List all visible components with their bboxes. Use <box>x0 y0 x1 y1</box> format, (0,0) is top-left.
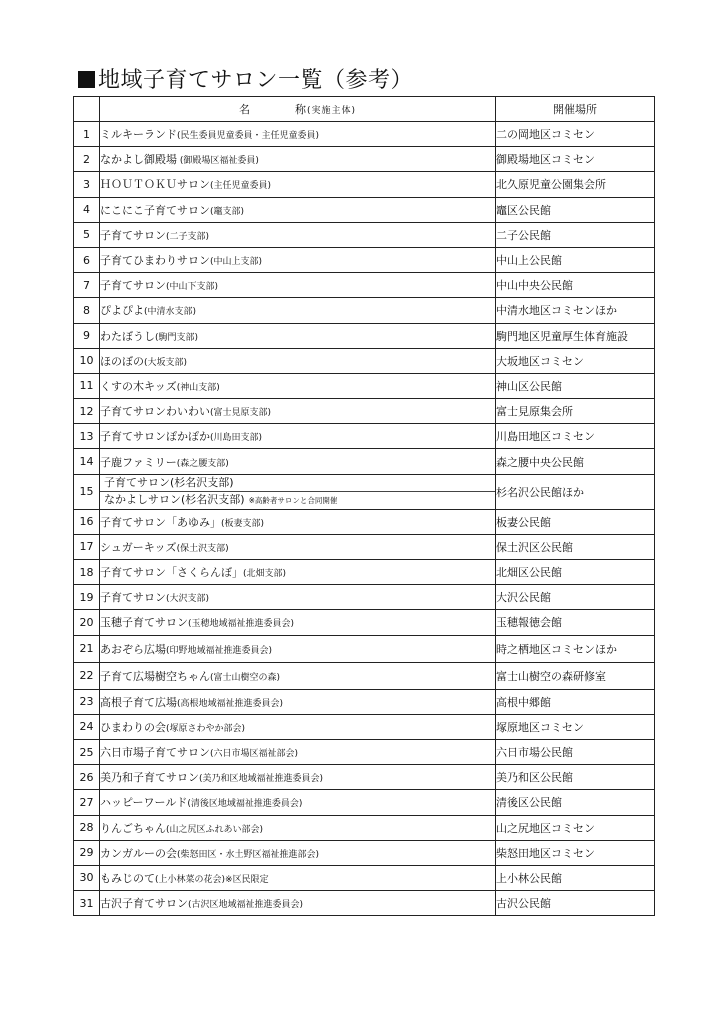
salon-org: (駒門支部) <box>155 332 199 343</box>
salon-org: (印野地域福祉推進委員会) <box>166 645 273 656</box>
row-number: 12 <box>74 399 100 424</box>
table-row <box>74 424 655 449</box>
salon-name: 子鹿ファミリー <box>100 455 177 469</box>
row-number: 16 <box>74 509 100 534</box>
salon-name: 子育てサロンぽかぽか <box>100 430 210 444</box>
salon-name: 古沢子育てサロン <box>100 897 188 911</box>
row-number: 19 <box>74 585 100 610</box>
salon-org: (富士見原支部) <box>210 408 272 419</box>
salon-org: (六日市場区福祉部会) <box>210 749 299 760</box>
row-name-cell <box>100 172 496 197</box>
salon-name: 子育てサロン <box>104 476 170 490</box>
row-name-cell <box>100 891 496 916</box>
row-name-cell <box>100 399 496 424</box>
row-name-cell <box>100 424 496 449</box>
row-name-cell <box>100 222 496 247</box>
table-row <box>74 610 655 635</box>
row-name-cell <box>100 765 496 790</box>
row-venue: 御殿場地区コミセン <box>496 147 655 172</box>
salon-name: カンガルーの会 <box>100 846 177 860</box>
row-name-line-2 <box>100 492 495 508</box>
table-row <box>74 247 655 272</box>
row-venue: 二の岡地区コミセン <box>496 122 655 147</box>
row-number: 15 <box>74 474 100 509</box>
salon-org: (杉名沢支部) <box>181 493 245 507</box>
salon-org: (上小林菜の花会)※区民限定 <box>155 874 269 885</box>
header-name-main: 名 <box>238 103 251 116</box>
salon-org: (神山支部) <box>176 382 220 393</box>
salon-org: (竈支部) <box>210 206 245 217</box>
row-name-cell <box>100 509 496 534</box>
salon-name: ぴよぴよ <box>100 304 144 318</box>
row-name-cell <box>100 534 496 559</box>
black-square-icon <box>78 71 95 88</box>
row-name-cell <box>100 585 496 610</box>
row-name-cell <box>100 689 496 714</box>
salon-org: (柴怒田区・水土野区福祉推進部会) <box>177 849 320 860</box>
row-number: 3 <box>74 172 100 197</box>
salon-name: わたぼうし <box>100 329 155 343</box>
row-number: 26 <box>74 765 100 790</box>
row-venue: 竈区公民館 <box>496 197 655 222</box>
row-venue: 高根中郷館 <box>496 689 655 714</box>
salon-org: (中山下支部) <box>166 282 219 293</box>
row-number: 24 <box>74 714 100 739</box>
row-venue: 六日市場公民館 <box>496 739 655 764</box>
row-number: 7 <box>74 273 100 298</box>
salon-name: 玉穂子育てサロン <box>100 616 188 630</box>
salon-name: ひまわりの会 <box>100 720 166 734</box>
row-venue: 杉名沢公民館ほか <box>496 474 655 509</box>
row-name-cell <box>100 865 496 890</box>
row-venue: 塚原地区コミセン <box>496 714 655 739</box>
salon-name: ほのぼの <box>100 354 144 368</box>
row-name-cell <box>100 662 496 689</box>
row-venue: 川島田地区コミセン <box>496 424 655 449</box>
row-name-cell <box>100 323 496 348</box>
row-name-cell <box>100 474 496 509</box>
table-row <box>74 273 655 298</box>
salon-org: (富士山樹空の森) <box>210 672 281 683</box>
salon-name: なかよしサロン <box>104 493 181 507</box>
row-venue: 保土沢区公民館 <box>496 534 655 559</box>
row-venue: 二子公民館 <box>496 222 655 247</box>
row-number: 2 <box>74 147 100 172</box>
table-row <box>74 122 655 147</box>
salon-org: (杉名沢支部) <box>170 476 234 490</box>
table-row <box>74 585 655 610</box>
row-number: 4 <box>74 197 100 222</box>
salon-name: 高根子育て広場 <box>100 695 177 709</box>
row-name-line-1 <box>100 475 495 492</box>
salon-org: (北畑支部) <box>243 569 287 580</box>
header-no-cell <box>74 97 100 122</box>
salon-org: (森之腰支部) <box>176 458 229 469</box>
salon-name: あおぞら広場 <box>100 642 166 656</box>
row-venue: 上小林公民館 <box>496 865 655 890</box>
salon-org: (板妻支部) <box>221 518 265 529</box>
row-number: 8 <box>74 298 100 323</box>
table-row <box>74 197 655 222</box>
salon-note: ※高齢者サロンと合同開催 <box>248 496 338 506</box>
row-venue: 中清水地区コミセンほか <box>496 298 655 323</box>
salon-org: (主任児童委員) <box>210 181 272 192</box>
row-name-cell <box>100 610 496 635</box>
table-row <box>74 373 655 398</box>
salon-name: 子育てサロン <box>100 591 166 605</box>
row-number: 29 <box>74 840 100 865</box>
salon-name: 子育てサロン「さくらんぼ」 <box>100 566 243 580</box>
table-row <box>74 560 655 585</box>
row-name-cell <box>100 122 496 147</box>
salon-name: 子育てサロン「あゆみ」 <box>100 515 221 529</box>
salon-name: りんごちゃん <box>100 821 166 835</box>
row-name-cell <box>100 147 496 172</box>
row-number: 21 <box>74 635 100 662</box>
row-number: 25 <box>74 739 100 764</box>
table-row <box>74 147 655 172</box>
salon-name: 子育て広場樹空ちゃん <box>100 669 210 683</box>
table-row <box>74 509 655 534</box>
row-number: 27 <box>74 790 100 815</box>
page-title <box>78 66 413 96</box>
salon-name: 子育てサロン <box>100 228 166 242</box>
table-row <box>74 399 655 424</box>
row-number: 5 <box>74 222 100 247</box>
row-venue: 時之栖地区コミセンほか <box>496 635 655 662</box>
salon-org: (山之尻区ふれあい部会) <box>166 824 264 835</box>
row-name-cell <box>100 247 496 272</box>
row-name-cell <box>100 273 496 298</box>
salon-org: (大沢支部) <box>166 594 210 605</box>
row-name-cell <box>100 449 496 474</box>
row-name-cell <box>100 714 496 739</box>
salon-org: (玉穂地域福祉推進委員会) <box>188 619 295 630</box>
page-title-text: 地域子育てサロン一覧（参考） <box>98 68 414 93</box>
row-venue: 清後区公民館 <box>496 790 655 815</box>
salon-org: (中清水支部) <box>144 307 197 318</box>
salon-name: にこにこ子育てサロン <box>100 203 210 217</box>
table-row <box>74 222 655 247</box>
table-row <box>74 815 655 840</box>
row-venue: 北久原児童公園集会所 <box>496 172 655 197</box>
salon-name: くすの木キッズ <box>100 379 177 393</box>
salon-org: (塚原さわやか部会) <box>166 723 246 734</box>
row-venue: 古沢公民館 <box>496 891 655 916</box>
salon-org: (民生委員児童委員・主任児童委員) <box>177 131 320 142</box>
row-venue: 富士見原集会所 <box>496 399 655 424</box>
row-number: 20 <box>74 610 100 635</box>
salon-org: (清後区地域福祉推進委員会) <box>187 799 303 810</box>
salon-name: ＨＯＵＴＯＫＵサロン <box>100 178 210 192</box>
salon-org: (大坂支部) <box>144 357 188 368</box>
row-name-cell <box>100 373 496 398</box>
table-row <box>74 534 655 559</box>
row-venue: 駒門地区児童厚生体育施設 <box>496 323 655 348</box>
header-name-note: (実施主体) <box>306 106 357 116</box>
salon-org: (高根地域福祉推進委員会) <box>177 698 284 709</box>
row-venue: 中山上公民館 <box>496 247 655 272</box>
row-name-cell <box>100 197 496 222</box>
salon-org: (古沢区地域福祉推進委員会) <box>188 900 304 911</box>
row-name-cell <box>100 739 496 764</box>
table-row <box>74 323 655 348</box>
table-row <box>74 739 655 764</box>
row-name-cell <box>100 298 496 323</box>
row-number: 17 <box>74 534 100 559</box>
row-number: 28 <box>74 815 100 840</box>
row-venue: 大沢公民館 <box>496 585 655 610</box>
header-venue-cell: 開催場所 <box>496 97 655 122</box>
row-venue: 美乃和区公民館 <box>496 765 655 790</box>
header-name-rest: 称 <box>294 103 307 116</box>
table-row <box>74 765 655 790</box>
salon-table <box>73 96 655 916</box>
row-number: 18 <box>74 560 100 585</box>
table-row <box>74 714 655 739</box>
table-row <box>74 865 655 890</box>
salon-org: (川島田支部) <box>210 433 263 444</box>
row-number: 31 <box>74 891 100 916</box>
table-row <box>74 662 655 689</box>
row-number: 14 <box>74 449 100 474</box>
row-venue: 玉穂報徳会館 <box>496 610 655 635</box>
row-venue: 森之腰中央公民館 <box>496 449 655 474</box>
row-venue: 山之尻地区コミセン <box>496 815 655 840</box>
table-row <box>74 891 655 916</box>
row-name-cell <box>100 560 496 585</box>
salon-name: なかよし御殿場 <box>100 153 177 167</box>
row-name-cell <box>100 815 496 840</box>
row-number: 13 <box>74 424 100 449</box>
row-number: 30 <box>74 865 100 890</box>
salon-name: 美乃和子育てサロン <box>100 771 199 785</box>
salon-name: 子育てサロンわいわい <box>100 405 210 419</box>
table-row <box>74 474 655 509</box>
salon-org: (美乃和区地域福祉推進委員会) <box>199 774 324 785</box>
row-name-cell <box>100 348 496 373</box>
row-venue: 北畑区公民館 <box>496 560 655 585</box>
row-name-cell <box>100 635 496 662</box>
row-name-cell <box>100 840 496 865</box>
salon-name: 六日市場子育てサロン <box>100 746 210 760</box>
row-venue: 柴怒田地区コミセン <box>496 840 655 865</box>
row-venue: 板妻公民館 <box>496 509 655 534</box>
salon-name: ハッピーワールド <box>100 796 188 810</box>
row-venue: 中山中央公民館 <box>496 273 655 298</box>
table-row <box>74 348 655 373</box>
table-row <box>74 172 655 197</box>
row-number: 6 <box>74 247 100 272</box>
salon-org: (御殿場区福祉委員) <box>177 156 259 167</box>
table-header-row <box>74 97 655 122</box>
row-number: 1 <box>74 122 100 147</box>
row-name-cell <box>100 790 496 815</box>
table-row <box>74 689 655 714</box>
salon-name: 子育てサロン <box>100 279 166 293</box>
row-number: 11 <box>74 373 100 398</box>
salon-name: シュガーキッズ <box>100 540 177 554</box>
salon-org: (保土沢支部) <box>176 543 229 554</box>
row-venue: 富士山樹空の森研修室 <box>496 662 655 689</box>
row-venue: 神山区公民館 <box>496 373 655 398</box>
table-body <box>74 122 655 916</box>
salon-org: (中山上支部) <box>210 257 263 268</box>
header-name-cell <box>100 97 496 122</box>
table-row <box>74 840 655 865</box>
row-number: 10 <box>74 348 100 373</box>
row-number: 23 <box>74 689 100 714</box>
table-row <box>74 790 655 815</box>
row-number: 9 <box>74 323 100 348</box>
table-row <box>74 635 655 662</box>
row-number: 22 <box>74 662 100 689</box>
table-row <box>74 298 655 323</box>
salon-name: もみじのて <box>100 871 155 885</box>
salon-org: (二子支部) <box>166 231 210 242</box>
salon-name: 子育てひまわりサロン <box>100 254 210 268</box>
row-venue: 大坂地区コミセン <box>496 348 655 373</box>
salon-name: ミルキーランド <box>100 128 177 142</box>
table-row <box>74 449 655 474</box>
